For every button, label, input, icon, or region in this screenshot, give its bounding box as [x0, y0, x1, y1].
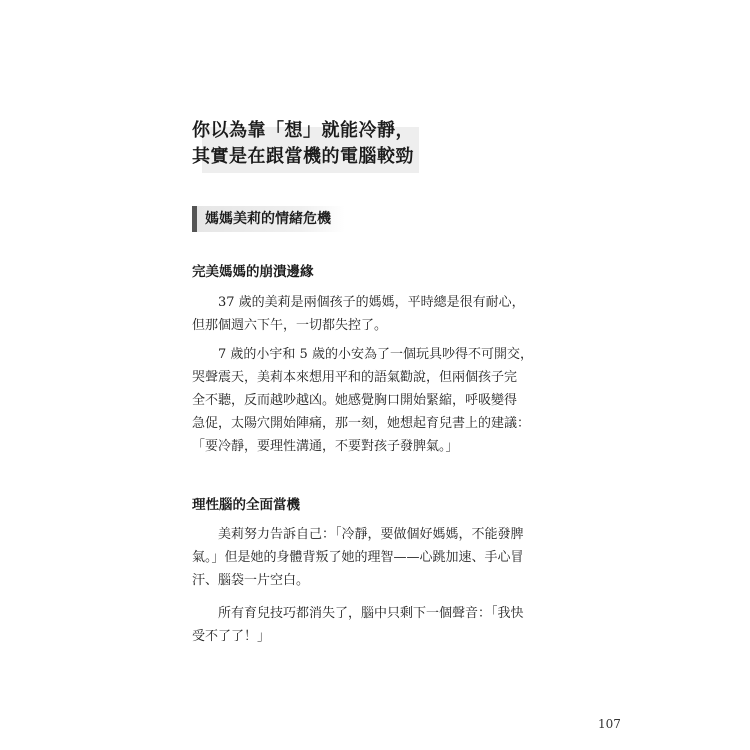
paragraph-2 [192, 343, 572, 458]
subsection-heading-1: 完美媽媽的崩潰邊緣 [192, 264, 314, 280]
paragraph-line: 美莉努力告訴自己：「冷靜，要做個好媽媽，不能發脾 [218, 527, 524, 542]
chapter-title-line-1: 你以為靠「想」就能冷靜， [192, 120, 414, 141]
paragraph-line: 氣。」但是她的身體背叛了她的理智——心跳加速、手心冒 [192, 550, 524, 565]
chapter-title [192, 118, 414, 170]
paragraph-line: 所有育兒技巧都消失了，腦中只剩下一個聲音：「我快 [218, 606, 524, 621]
paragraph-1 [192, 291, 572, 337]
subsection-heading-2: 理性腦的全面當機 [192, 497, 300, 513]
chapter-title-line-2: 其實是在跟當機的電腦較勁 [192, 146, 414, 167]
section-heading-label: 媽媽美莉的情緒危機 [197, 206, 345, 232]
paragraph-line: 「要冷靜，要理性溝通，不要對孩子發脾氣。」 [192, 439, 459, 454]
paragraph-line: 37 歲的美莉是兩個孩子的媽媽，平時總是很有耐心， [218, 295, 525, 310]
paragraph-line: 受不了了！」 [192, 629, 271, 644]
paragraph-4 [192, 602, 572, 648]
paragraph-line: 急促，太陽穴開始陣痛，那一刻，她想起育兒書上的建議： [192, 416, 531, 431]
paragraph-line: 全不聽，反而越吵越凶。她感覺胸口開始緊縮，呼吸變得 [192, 393, 518, 408]
section-heading [192, 206, 345, 232]
paragraph-line: 汗、腦袋一片空白。 [192, 573, 310, 588]
paragraph-line: 但那個週六下午，一切都失控了。 [192, 318, 388, 333]
page-number: 107 [598, 717, 621, 731]
paragraph-line: 哭聲震天，美莉本來想用平和的語氣勸說，但兩個孩子完 [192, 370, 518, 385]
paragraph-3 [192, 523, 572, 592]
paragraph-line: 7 歲的小宇和 5 歲的小安為了一個玩具吵得不可開交， [218, 347, 533, 362]
